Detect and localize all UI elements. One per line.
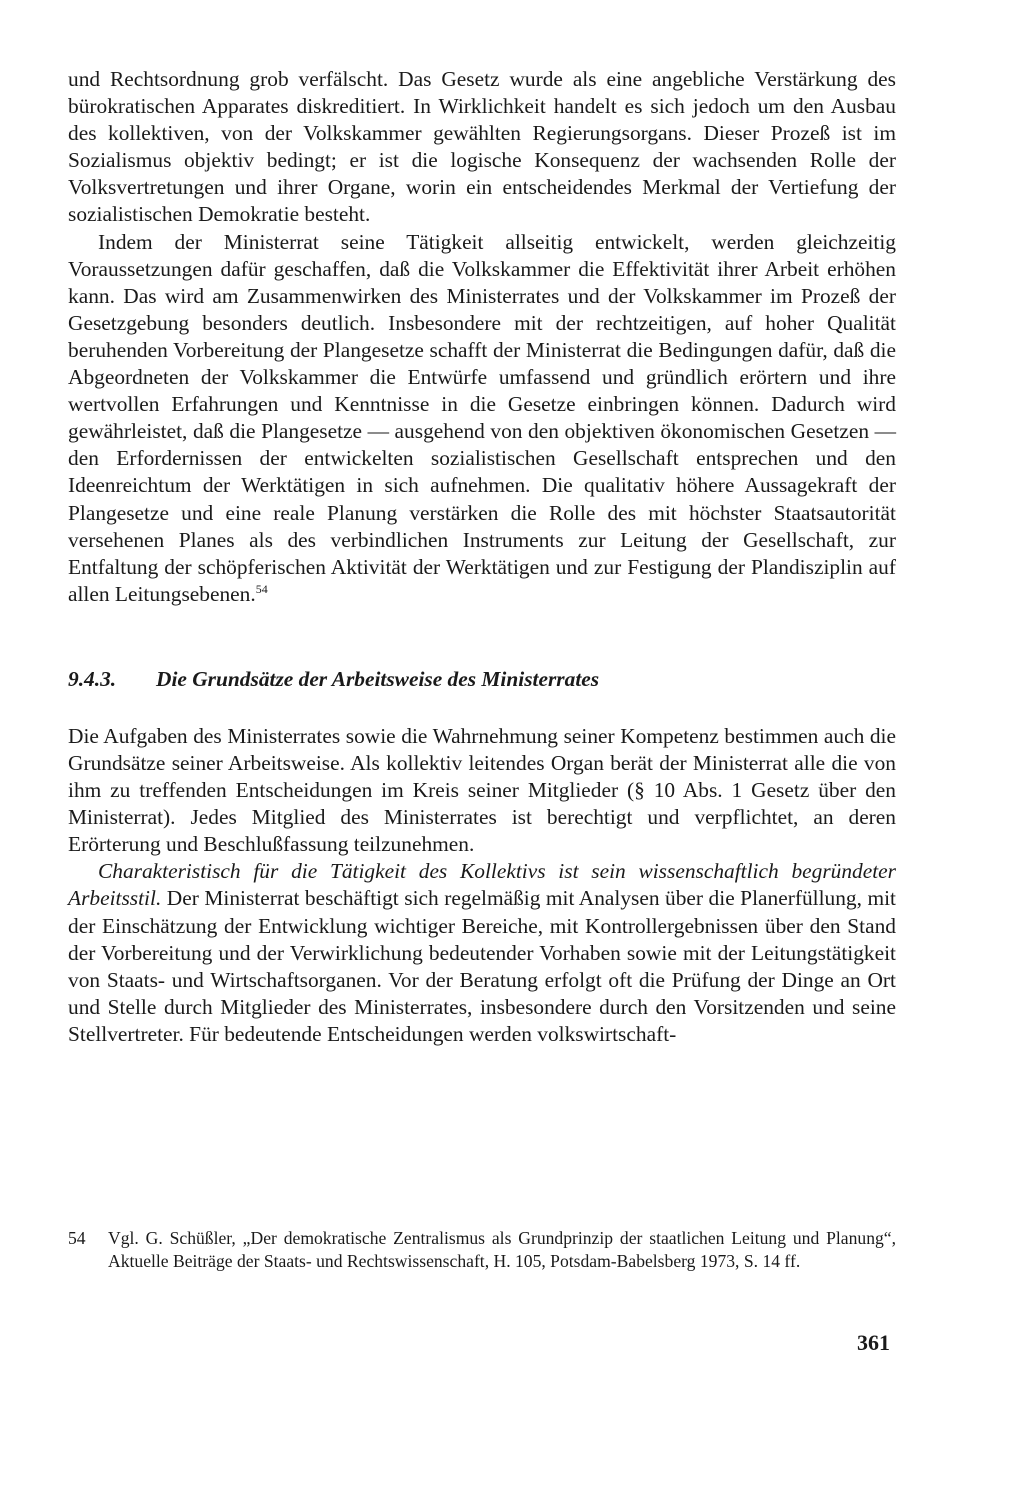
paragraph-3: Die Aufgaben des Ministerrates sowie die Wahrnehmung seiner Kompetenz bestimmen auch die Grundsätze seiner Arbeitsweise. Als kollektiv leitendes Organ berät der Ministerrat alle die von ihm zu treffenden Entscheidungen im Kreis seiner Mitglieder (§ 10 Abs. 1 Gesetz über den Ministerrat). Jedes Mitglied des Ministerrates ist berechtigt und verpflichtet, an deren Erörterung und Beschlußfassung teilzunehmen. [68, 723, 896, 857]
section-heading [68, 666, 896, 693]
paragraph-4-text: Der Ministerrat beschäftigt sich regelmäßig mit Analysen über die Planerfüllung, mit der Einschätzung der Entwicklung wichtiger Bereiche, mit Kontrollergebnissen über den Stand der Vorbereitung und der Verwirklichung bedeutender Vorhaben sowie mit der Leitungstätigkeit von Staats- und Wirtschaftsorganen. Vor der Beratung erfolgt oft die Prüfung der Dinge an Ort und Stelle durch Mitglieder des Ministerrates, insbesondere durch den Vorsitzenden und seine Stellvertreter. Für bedeutende Entscheidungen werden volkswirtschaft- [68, 886, 896, 1046]
footnote [68, 1227, 896, 1272]
section-number: 9.4.3. [68, 666, 117, 691]
footnote-ref-54: 54 [255, 581, 268, 596]
page-body [68, 66, 896, 1048]
footnote-text: Vgl. G. Schüßler, „Der demokratische Zentralismus als Grundprinzip der staatlichen Leitung und Planung“, Aktuelle Beiträge der Staats- und Rechtswissenschaft, H. 105, Potsdam-Babelsberg 1973, S. 14 ff. [108, 1228, 896, 1271]
paragraph-2-text: Indem der Ministerrat seine Tätigkeit allseitig entwickelt, werden gleichzeitig Voraussetzungen dafür geschaffen, daß die Volkskammer die Effektivität ihrer Arbeit erhöhen kann. Das wird am Zusammenwirken des Ministerrates und der Volkskammer im Prozeß der Gesetzgebung besonders deutlich. Insbesondere mit der rechtzeitigen, auf hoher Qualität beruhenden Vorbereitung der Plangesetze schafft der Ministerrat die Bedingungen dafür, daß die Abgeordneten der Volkskammer die Entwürfe umfassend und gründlich erörtern und ihre wertvollen Erfahrungen und Kenntnisse in die Gesetze einbringen können. Dadurch wird gewährleistet, daß die Plangesetze — ausgehend von den objektiven ökonomischen Gesetzen — den Erfordernissen der entwickelten sozialistischen Gesellschaft entsprechen und den Ideenreichtum der Werktätigen in sich aufnehmen. Die qualitativ höhere Aussagekraft der Plangesetze und eine reale Planung verstärken die Rolle des mit höchster Staatsautorität versehenen Planes als des verbindlichen Instruments zur Leitung der Gesellschaft, zur Entfaltung der schöpferischen Aktivität der Werktätigen und zur Festigung der Plandisziplin auf allen Leitungsebenen. [68, 229, 896, 606]
footnote-number: 54 [68, 1228, 86, 1248]
paragraph-4-emphasis: Charakteristisch für die Tätigkeit des Kollektivs ist sein wissenschaftlich begründeter Arbeitsstil. [68, 859, 896, 911]
page-number: 361 [857, 1330, 890, 1355]
paragraph-4 [68, 858, 896, 1048]
paragraph-2 [68, 229, 896, 608]
section-title: Die Grundsätze der Arbeitsweise des Ministerrates [156, 666, 600, 691]
paragraph-1: und Rechtsordnung grob verfälscht. Das Gesetz wurde als eine angebliche Verstärkung des bürokratischen Apparates diskreditiert. In Wirklichkeit handelt es sich jedoch um den Ausbau des kollektiven, von der Volkskammer gewählten Regierungsorgans. Dieser Prozeß ist im Sozialismus objektiv bedingt; er ist die logische Konsequenz der wachsenden Rolle der Volksvertretungen und ihrer Organe, worin ein entscheidendes Merkmal der Vertiefung der sozialistischen Demokratie besteht. [68, 67, 896, 227]
